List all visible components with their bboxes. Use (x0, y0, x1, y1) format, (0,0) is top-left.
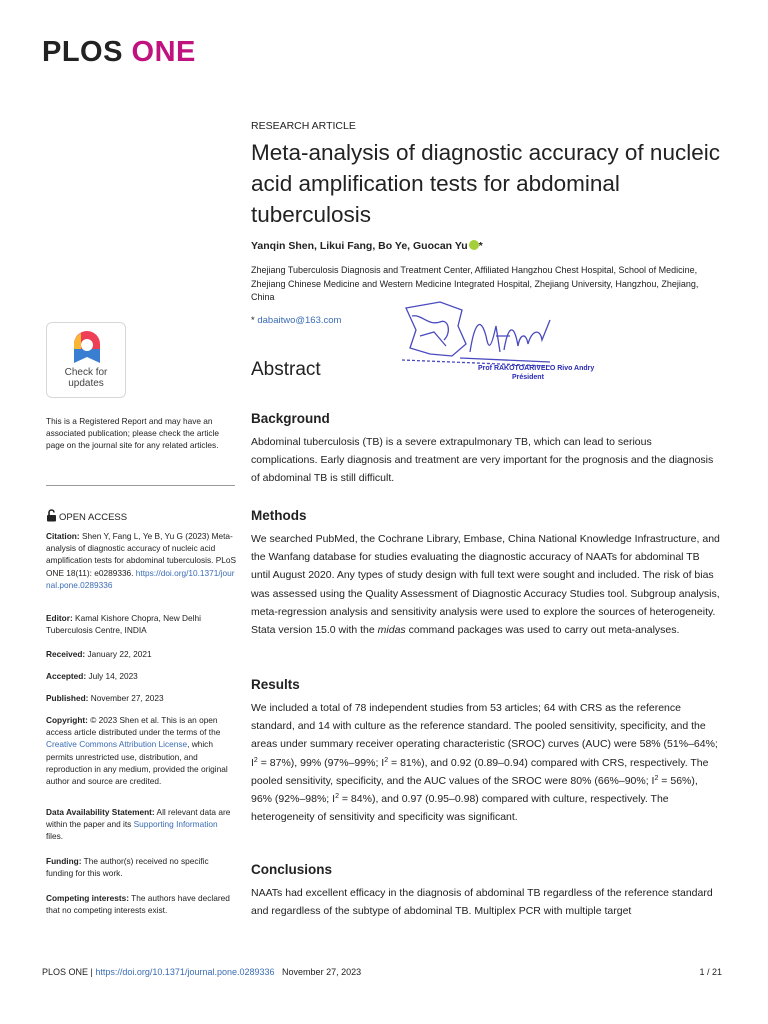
conclusions-heading: Conclusions (251, 862, 333, 877)
check-for-updates-label: Check for updates (64, 367, 108, 389)
results-text: We included a total of 78 independent studies from 53 articles; 64 with CRS as the reference standard, and 14 with culture as the reference standard. The pooled sensitivity, specificity, and the areas under summary receiver operating characteristic (SROC) curves (AUC) were 58% (51%–64%; $I^2 = 87\%$), 99% (97%–99%; $I^2 = 81\%$), and 0.92 (0.89–0.94) compared with CRS, respectively. The pooled sensitivity, specificity, and the AUC values of the SROC were 80% (66%–90%; $I^2 = 56\%$), 96% (92%–98%; $I^2 = 84\%$), and 0.97 (0.95–0.98) compared with culture, respectively. The heterogeneity of sensitivity and specificity was significant. (251, 702, 718, 824)
footer-journal: PLOS ONE | (42, 967, 93, 977)
supporting-information-link[interactable]: Supporting Information (133, 819, 218, 830)
background-heading: Background (251, 411, 330, 426)
page-number: 1 / 21 (699, 967, 722, 977)
crossmark-icon (72, 329, 102, 365)
editor: Editor: Kamal Kishore Chopra, New Delhi Tuberculosis Centre, INDIA (46, 613, 201, 636)
competing-interests: Competing interests: The authors have declared that no competing interests exist. (46, 893, 230, 916)
license-link[interactable]: Creative Commons Attribution License (46, 739, 188, 750)
conclusions-text: NAATs had excellent efficacy in the diagnosis of abdominal TB regardless of the reference standard and regardless of the subtype of abdominal TB. Multiplex PCR with multiple target (251, 887, 713, 918)
methods-heading: Methods (251, 508, 307, 523)
author-list (251, 240, 483, 252)
logo-plos-text: PLOS (42, 36, 123, 68)
orcid-icon[interactable] (469, 240, 479, 250)
citation-doi-link[interactable]: https://doi.org/10.1371/journal.pone.0289336 (46, 567, 235, 590)
email-link[interactable]: dabaitwo@163.com (257, 315, 342, 326)
citation: Citation: Shen Y, Fang L, Ye B, Yu G (2023) Meta-analysis of diagnostic accuracy of nucleic acid amplification tests for abdominal tuberculosis. PLoS ONE 18(11): e0289336. https://doi.org/10.1371/journal.pone.0289336 (46, 531, 237, 590)
page-footer (42, 967, 722, 977)
footer-date: November 27, 2023 (282, 967, 362, 977)
abstract-heading: Abstract (251, 359, 321, 380)
correspondence (251, 315, 341, 326)
stamp-title: Président (512, 374, 544, 381)
published-date: Published: November 27, 2023 (46, 693, 164, 703)
open-lock-icon (46, 509, 57, 522)
author-names: Yanqin Shen, Likui Fang, Bo Ye, Guocan Yu (251, 240, 468, 252)
funding: Funding: The author(s) received no specific funding for this work. (46, 856, 209, 879)
background-text: Abdominal tuberculosis (TB) is a severe extrapulmonary TB, which can lead to serious complications. Early diagnosis and treatment are very important for the prognosis and the diagnosis of abdominal TB is still difficult. (251, 436, 714, 485)
article-title: Meta-analysis of diagnostic accuracy of nucleic acid amplification tests for abdominal tuberculosis (251, 140, 720, 227)
corresponding-mark: * (478, 240, 483, 252)
open-access-label: OPEN ACCESS (46, 509, 127, 523)
affiliation: Zhejiang Tuberculosis Diagnosis and Treatment Center, Affiliated Hangzhou Chest Hospital, School of Medicine, Zhejiang Chinese Medicine and Western Medicine Integrated Hospital, Zhejiang University, Hangzhou, Zhejiang, China (251, 265, 699, 302)
registered-report-note: This is a Registered Report and may have an associated publication; please check the article page on the journal site for any related articles. (46, 416, 219, 451)
data-availability: Data Availability Statement: All relevant data are within the paper and its Supporting Information files. (46, 807, 231, 842)
article-type: RESEARCH ARTICLE (251, 120, 356, 132)
check-for-updates-badge[interactable] (46, 322, 126, 398)
results-heading: Results (251, 677, 300, 692)
accepted-date: Accepted: July 14, 2023 (46, 671, 138, 681)
email-star: * (251, 315, 255, 326)
logo-one-text: ONE (131, 36, 196, 68)
methods-text: We searched PubMed, the Cochrane Library, Embase, China National Knowledge Infrastructure, and the Wanfang database for studies evaluating the diagnostic accuracy of NAATs for abdominal TB until August 2020. Any types of study design with full text were sought and included. The risk of bias was assessed using the Quality Assessment of Diagnostic Accuracy Studies tool. Subgroup analysis, meta-regression analysis and sensitivity analysis were used to explore the sources of heterogeneity. Stata version 15.0 with the midas command packages was used to carry out meta-analyses. (251, 533, 720, 637)
copyright: Copyright: © 2023 Shen et al. This is an open access article distributed under the terms of the Creative Commons Attribution License, which permits unrestricted use, distribution, and reproduction in any medium, provided the original author and source are credited. (46, 715, 228, 787)
footer-doi-link[interactable]: https://doi.org/10.1371/journal.pone.0289336 (95, 967, 275, 977)
stamp-name: Prof RAKOTOARIVELO Rivo Andry (478, 365, 595, 372)
received-date: Received: January 22, 2021 (46, 649, 152, 659)
plos-one-logo[interactable] (42, 36, 196, 69)
sidebar-divider (46, 485, 235, 486)
